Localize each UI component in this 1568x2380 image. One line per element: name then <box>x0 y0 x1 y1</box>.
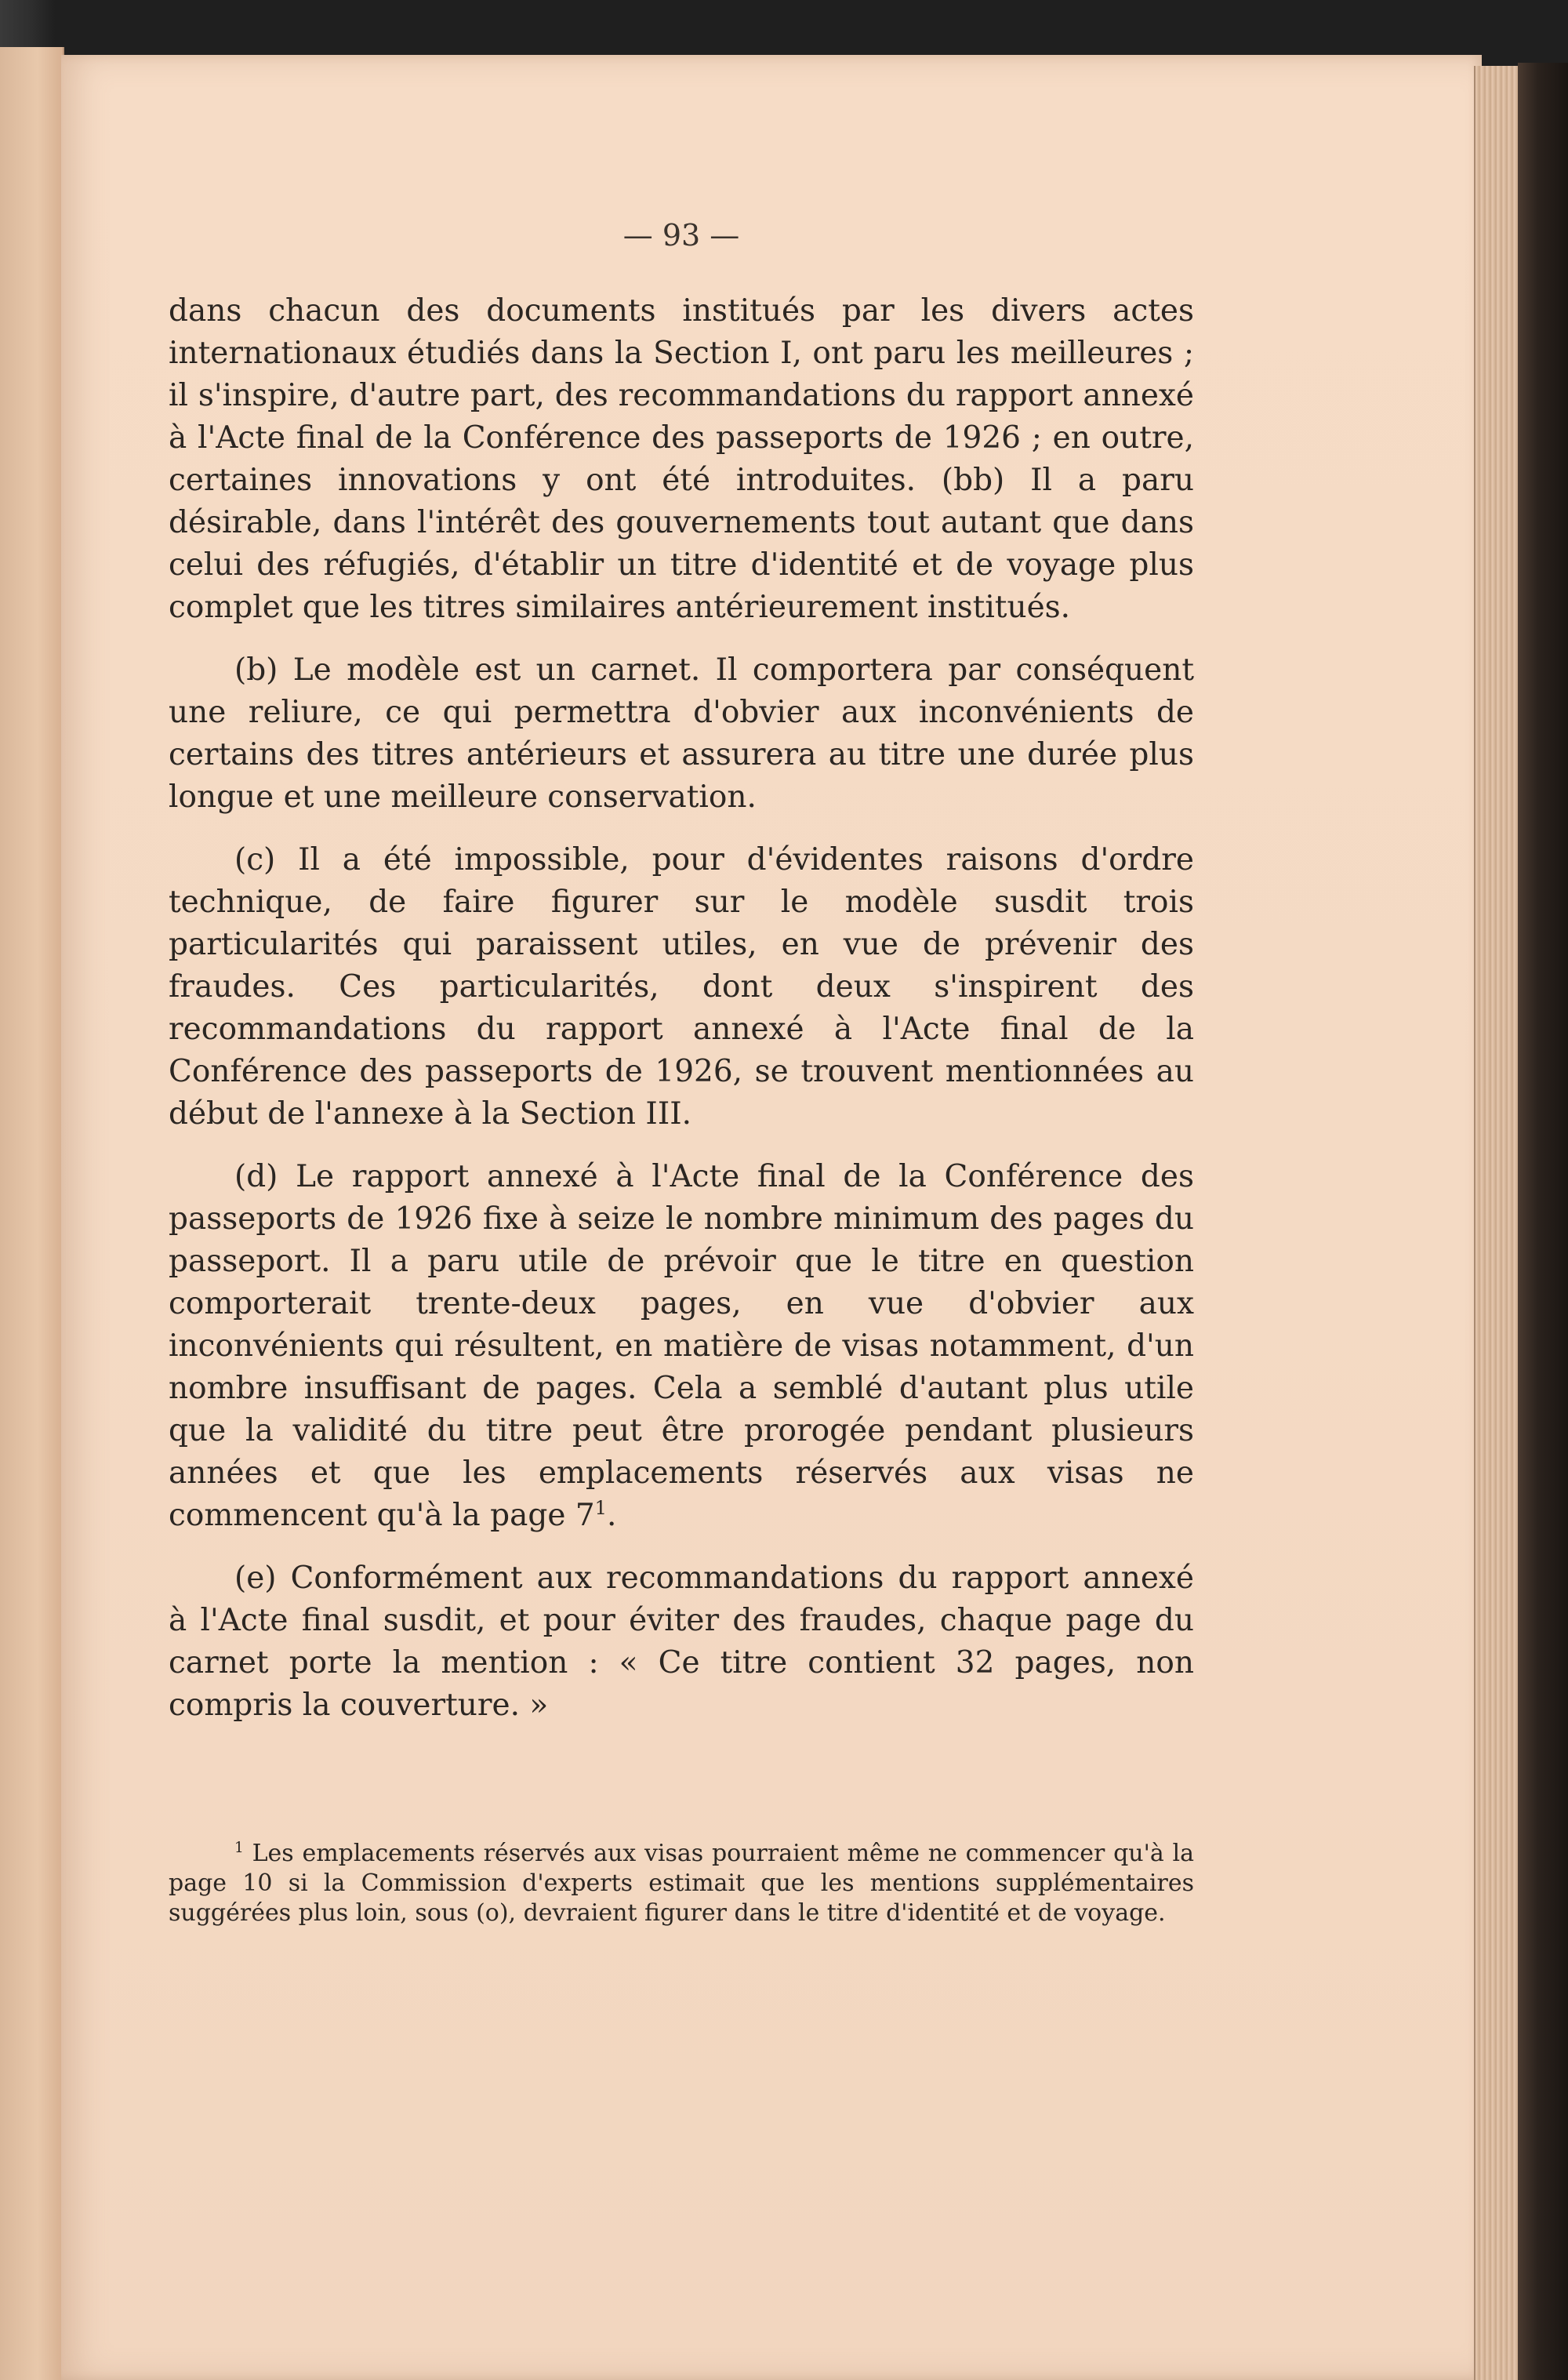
paragraph-d-end: . <box>607 1498 617 1533</box>
page-number: — 93 — <box>622 218 740 253</box>
paragraph-c: (c) Il a été impossible, pour d'évidentes raisons d'ordre technique, de faire figurer sur le modèle susdit trois particularités qui paraissent utiles, en vue de prévenir des fraudes. Ces particularités, dont deux s'inspirent des recommandations du rapport annexé à l'Acte final de la Conférence des passeports de 1926, se trouvent mentionnées au début de l'annexe à la Section III. <box>169 842 1194 1132</box>
footnote-body: Les emplacements réservés aux visas pourraient même ne commencer qu'à la page 10 si la Commission d'experts estimait que les mentions supplémentaires suggérées plus loin, sous (o), devraient figurer dans le titre d'identité et de voyage. <box>169 1840 1194 1927</box>
book-cover-edge <box>1518 63 1568 2380</box>
paragraph-d <box>169 1156 1194 1537</box>
paragraph-continuation: dans chacun des documents institués par les divers actes internationaux étudiés dans la Section I, ont paru les meilleures ; il s'inspire, d'autre part, des recommandations du rapport annexé à l'Acte final de la Conférence des passeports de 1926 ; en outre, certaines innovations y ont été introduites. (bb) Il a paru désirable, dans l'intérêt des gouvernements tout autant que dans celui des réfugiés, d'établir un titre d'identité et de voyage plus complet que les titres similaires antérieurement institués. <box>169 293 1194 625</box>
paragraph-b: (b) Le modèle est un carnet. Il comportera par conséquent une reliure, ce qui permettra d'obvier aux inconvénients de certains des titres antérieurs et assurera au titre une durée plus longue et une meilleure conservation. <box>169 652 1194 815</box>
left-page-edge <box>0 47 64 2380</box>
footnote <box>169 1839 1194 1928</box>
footnote-text <box>169 1839 1194 1928</box>
body-text <box>169 212 1194 1747</box>
paragraph-e: (e) Conformément aux recommandations du rapport annexé à l'Acte final susdit, et pour éviter des fraudes, chaque page du carnet porte la mention : « Ce titre contient 32 pages, non compris la couverture. » <box>169 1561 1194 1723</box>
footnote-reference: 1 <box>594 1497 608 1519</box>
footnote-mark: 1 <box>234 1840 244 1856</box>
page-stack-edge <box>1474 66 1523 2380</box>
paragraph-d-text: (d) Le rapport annexé à l'Acte final de la Conférence des passeports de 1926 fixe à seize le nombre minimum des pages du passeport. Il a paru utile de prévoir que le titre en question comporterait trente-deux pages, en vue d'obvier aux inconvénients qui résultent, en matière de visas notamment, d'un nombre insuffisant de pages. Cela a semblé d'autant plus utile que la validité du titre peut être prorogée pendant plusieurs années et que les emplacements réservés aux visas ne commencent qu'à la page 7 <box>169 1159 1194 1533</box>
